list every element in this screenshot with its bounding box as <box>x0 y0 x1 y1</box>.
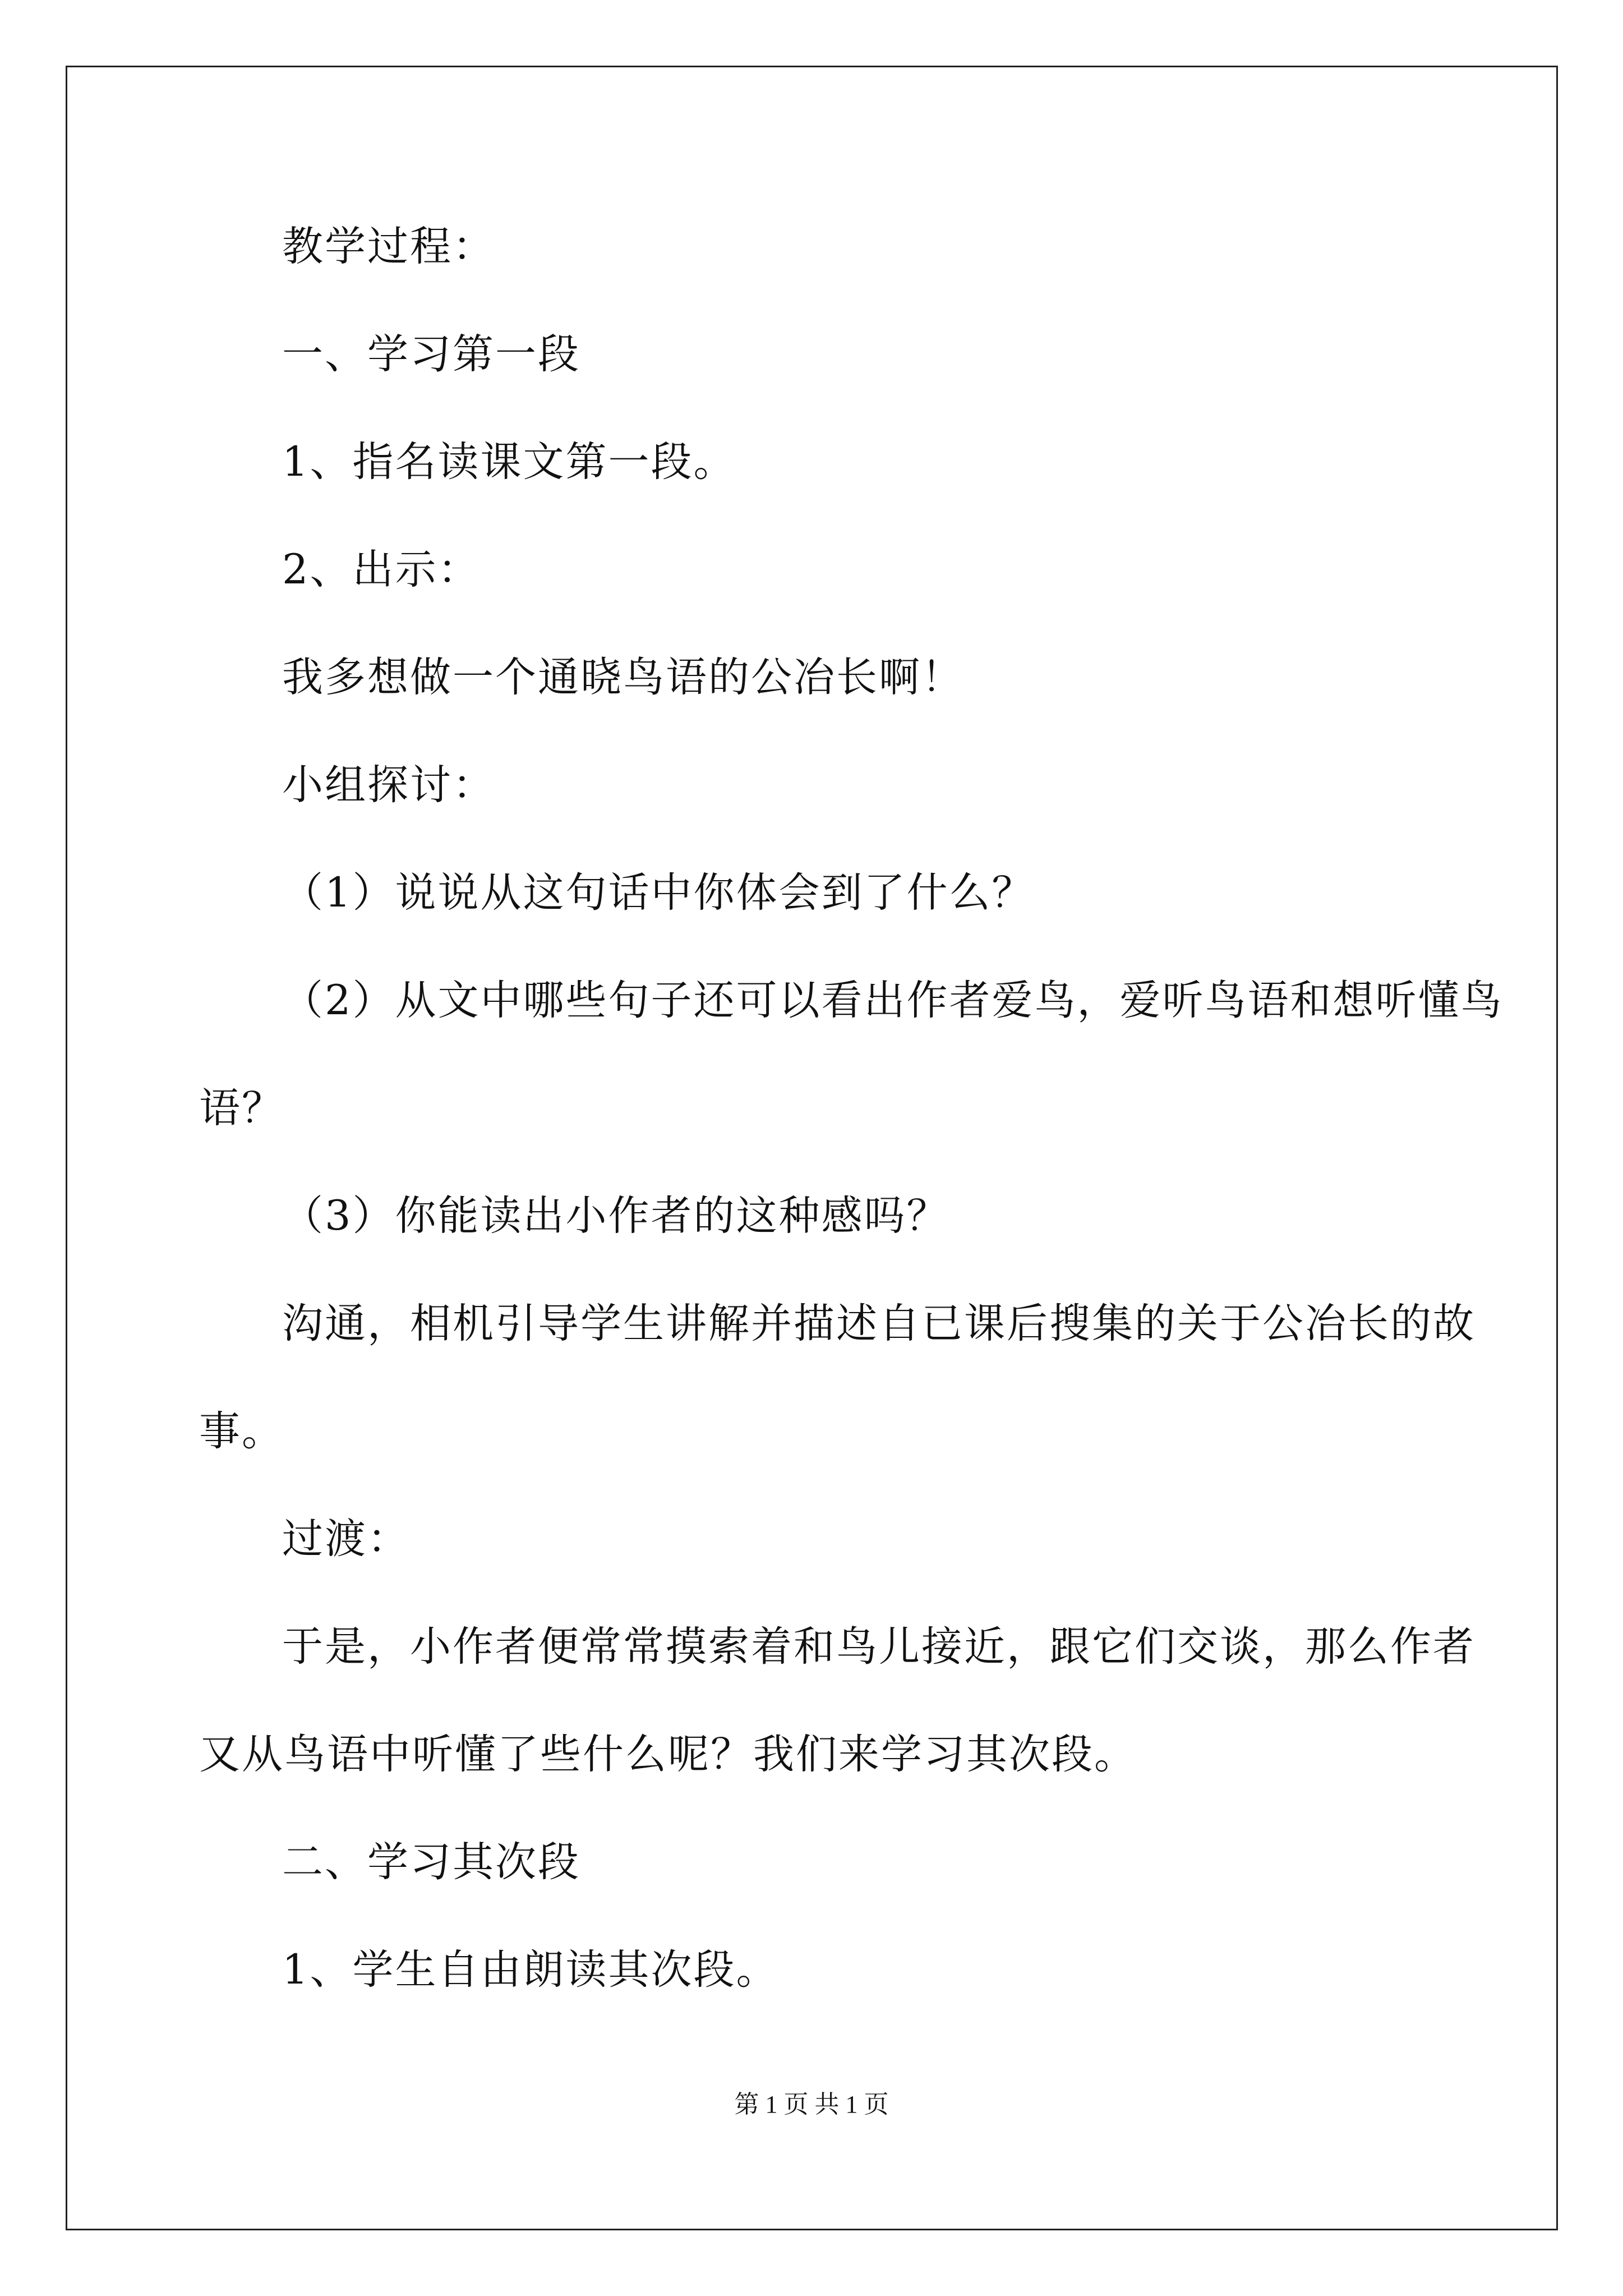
paragraph-continuation: 又从鸟语中听懂了些什么呢？我们来学习其次段。 <box>199 1731 1137 1778</box>
question-item: （2）从文中哪些句子还可以看出作者爱鸟，爱听鸟语和想听懂鸟 <box>282 977 1504 1024</box>
list-item: 1、学生自由朗读其次段。 <box>282 1946 779 1994</box>
question-item-continuation: 语？ <box>199 1084 284 1132</box>
section-heading-2: 二、学习其次段 <box>282 1838 580 1886</box>
paragraph: 于是，小作者便常常摸索着和鸟儿接近，跟它们交谈，那么作者 <box>282 1623 1476 1671</box>
paragraph-transition: 过渡： <box>282 1515 410 1563</box>
paragraph-continuation: 事。 <box>199 1407 284 1455</box>
paragraph-heading-process: 教学过程： <box>282 223 495 270</box>
question-item: （3）你能读出小作者的这种感吗？ <box>282 1192 949 1240</box>
paragraph: 沟通，相机引导学生讲解并描述自已课后搜集的关于公冶长的故 <box>282 1300 1476 1347</box>
question-item: （1）说说从这句话中你体会到了什么？ <box>282 869 1035 917</box>
list-item: 1、指名读课文第一段。 <box>282 438 736 486</box>
section-heading-1: 一、学习第一段 <box>282 330 580 378</box>
page-number-footer: 第 1 页 共 1 页 <box>734 2091 889 2118</box>
page-border <box>66 66 1558 2230</box>
paragraph-group-discussion: 小组探讨： <box>282 761 495 809</box>
list-item: 2、出示： <box>282 546 481 593</box>
quote-line: 我多想做一个通晓鸟语的公冶长啊！ <box>282 654 964 701</box>
